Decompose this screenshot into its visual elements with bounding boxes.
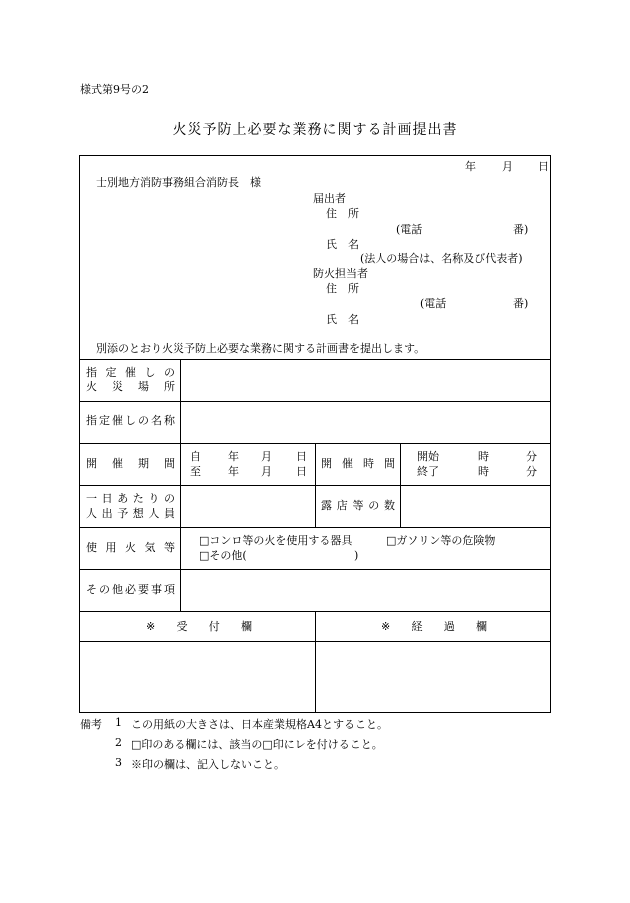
char: 間 [384,457,395,470]
column-divider [400,443,401,527]
char: し [125,414,136,427]
char: 想 [132,507,144,520]
char: 付 [208,620,220,633]
notes-heading: 備考 [80,718,102,731]
time-start-label: 開始 [417,450,439,463]
char: 催 [125,366,136,379]
fire-manager-label: 防火担当者 [313,267,368,280]
char: の [164,366,175,379]
char: ※ [381,620,391,633]
char: 人 [86,507,97,520]
char: 事 [151,583,162,596]
char: た [132,492,144,505]
char: 予 [117,507,129,520]
period-to-month: 月 [261,465,272,478]
other-label [86,583,175,597]
submission-statement: 別添のとおり火災予防上必要な業務に関する計画書を提出します。 [96,342,426,355]
column-divider [315,443,316,527]
date-day: 日 [538,160,549,173]
period-to-day: 日 [296,465,307,478]
notifier-phone-close: 番) [513,223,529,236]
char: 受 [176,620,188,633]
column-divider [315,611,316,712]
notifier-phone-open: (電話 [396,223,423,236]
manager-phone-open: (電話 [420,297,447,310]
char: の [138,414,149,427]
char: 項 [164,583,175,596]
corporation-note: (法人の場合は、名称及び代表者) [360,252,523,265]
char: 店 [336,499,348,512]
note-2-text: □印のある欄には、該当の□印にレを付けること。 [131,738,383,751]
char: 場 [138,380,149,393]
period-from-year: 年 [228,450,239,463]
period-from-mark: 自 [190,450,201,463]
column-divider [180,359,181,611]
char: 火 [86,380,97,393]
char: 定 [105,366,117,379]
char: 必 [125,583,136,596]
char: の [163,492,175,505]
char: 間 [164,457,175,470]
period-from-month: 月 [261,450,272,463]
form-title: 火災予防上必要な業務に関する計画提出書 [172,122,458,138]
rule [80,359,550,360]
char: 一 [86,492,97,505]
char: 名 [151,414,162,427]
char: 時 [363,457,374,470]
attendance-label-1 [86,492,175,506]
rule [80,569,550,570]
stalls-label [321,499,395,513]
note-3-text: ※印の欄は、記入しないこと。 [131,758,285,771]
fire-option-other-close: ) [354,549,359,562]
date-year: 年 [465,160,476,173]
period-label [86,457,175,471]
char: 開 [86,457,97,470]
fire-use-label [86,541,175,555]
time-label [321,457,395,471]
char: 経 [411,620,423,633]
char: ※ [146,620,156,633]
fire-option-hazardous[interactable]: □ガソリン等の危険物 [386,534,496,547]
notifier-label: 届出者 [313,192,346,205]
char: し [144,366,156,379]
venue-name-label [86,414,175,428]
time-start-minute: 分 [526,450,537,463]
notifier-name-label: 氏 名 [326,238,359,251]
time-end-label: 終了 [417,465,439,478]
char: 過 [443,620,455,633]
time-start-hour: 時 [478,450,489,463]
char: 指 [86,414,97,427]
char: 災 [112,380,123,393]
char: 催 [112,457,123,470]
time-end-hour: 時 [478,465,489,478]
attendance-label-2 [86,507,175,521]
char: 等 [352,499,364,512]
char: 用 [105,541,117,554]
fire-option-stove[interactable]: □コンロ等の火を使用する器具 [199,534,353,547]
progress-label [381,620,487,634]
venue-place-label-1 [86,366,175,380]
notifier-address-label: 住 所 [326,207,359,220]
char: の [99,583,110,596]
period-from-day: 日 [296,450,307,463]
char: 員 [163,507,175,520]
note-1-text: この用紙の大きさは、日本産業規格A4とすること。 [131,718,388,731]
char: 要 [138,583,149,596]
char: 催 [112,414,123,427]
reception-label [146,620,252,634]
rule [80,401,550,402]
char: 他 [112,583,123,596]
date-month: 月 [502,160,513,173]
char: 催 [342,457,353,470]
char: そ [86,583,97,596]
note-2-number: 2 [115,736,122,749]
char: り [148,492,160,505]
char: 所 [164,380,175,393]
char: 日 [101,492,113,505]
char: 気 [144,541,156,554]
char: 等 [164,541,175,554]
note-1-number: 1 [115,716,122,729]
fire-option-other[interactable]: □その他( [199,549,247,562]
char: 使 [86,541,97,554]
char: 指 [86,366,97,379]
char: の [368,499,380,512]
char: 欄 [475,620,487,633]
venue-place-label-2 [86,380,175,394]
char: 定 [99,414,110,427]
form-number: 様式第9号の2 [80,83,149,96]
addressee: 士別地方消防事務組合消防長 様 [96,176,261,189]
manager-address-label: 住 所 [326,282,359,295]
period-to-mark: 至 [190,465,201,478]
char: 出 [101,507,113,520]
char: 露 [321,499,332,512]
char: 欄 [240,620,252,633]
char: 人 [148,507,160,520]
char: 開 [321,457,332,470]
manager-name-label: 氏 名 [326,313,359,326]
char: 数 [384,499,395,512]
char: あ [117,492,129,505]
period-to-year: 年 [228,465,239,478]
time-end-minute: 分 [526,465,537,478]
char: 火 [125,541,136,554]
char: 期 [138,457,149,470]
rule [80,527,550,528]
manager-phone-close: 番) [513,297,529,310]
char: 称 [164,414,175,427]
note-3-number: 3 [115,756,122,769]
form-frame [79,155,551,713]
